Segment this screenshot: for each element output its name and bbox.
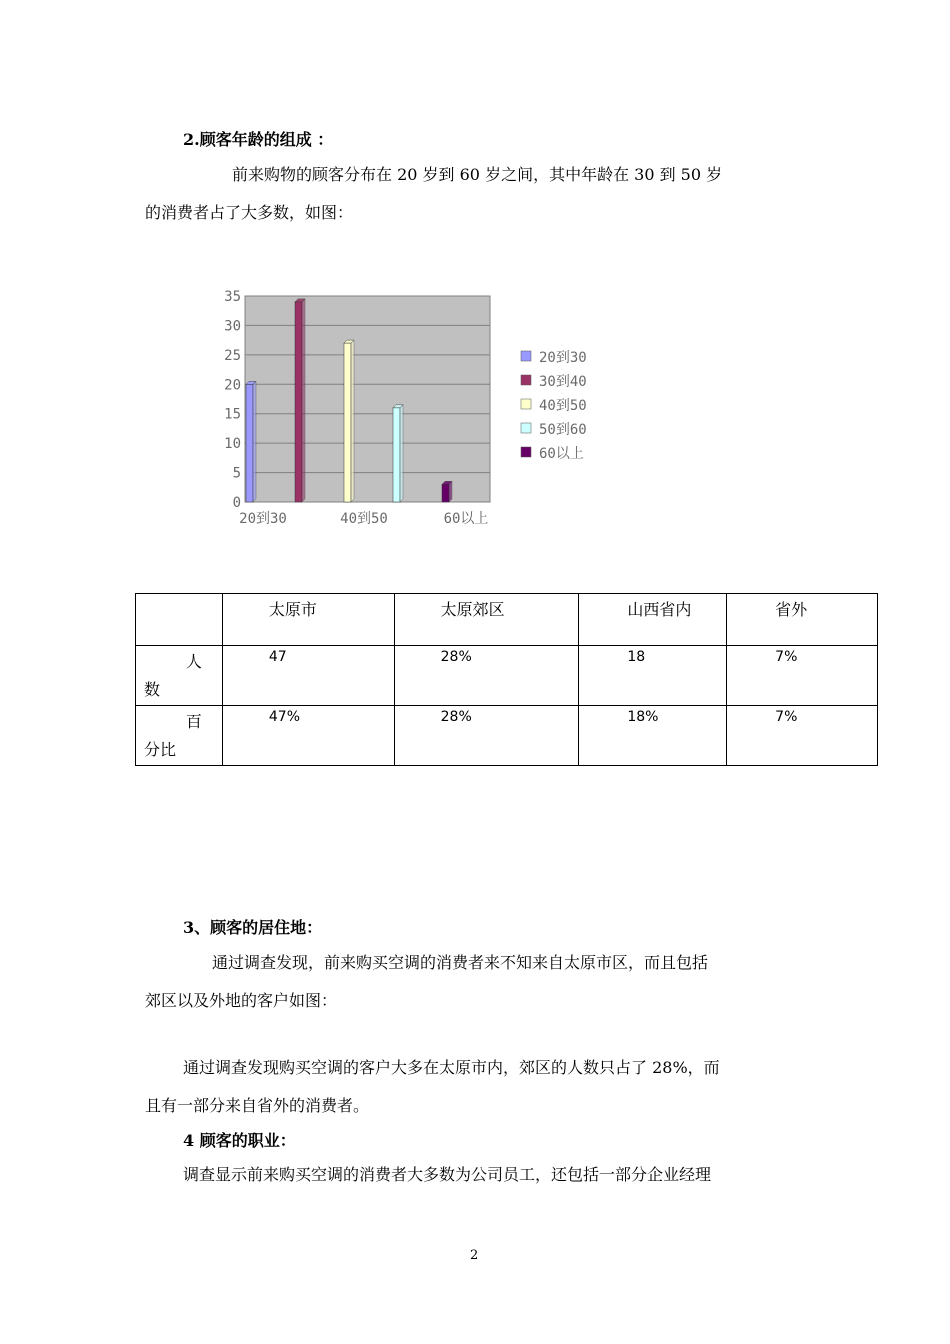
table-cell: 7%	[727, 646, 878, 706]
chart-bar-front	[246, 384, 253, 502]
section-3-paragraph-line-4: 且有一部分来自省外的消费者。	[145, 1096, 370, 1115]
chart-bar-front	[442, 484, 449, 502]
chart-bar-front	[344, 343, 351, 502]
section-4-heading: 4 顾客的职业：	[183, 1131, 296, 1150]
chart-legend-item	[521, 446, 584, 462]
section-3-heading: 3、顾客的居住地：	[183, 918, 323, 937]
chart-legend-label: 40到50	[539, 398, 587, 414]
chart-y-tick-label: 5	[232, 465, 241, 482]
table-header-row	[136, 594, 878, 646]
chart-bar-front	[393, 408, 400, 502]
chart-bar	[442, 481, 452, 502]
table-header-empty	[136, 594, 223, 646]
chart-legend-swatch	[521, 399, 531, 409]
table-cell: 18	[579, 646, 727, 706]
chart-legend-item	[521, 374, 587, 390]
table-cell: 47	[222, 646, 394, 706]
table-header-cell: 太原郊区	[394, 594, 579, 646]
chart-y-tick-label: 0	[232, 495, 241, 511]
section-3-paragraph-line-3: 通过调查发现购买空调的客户大多在太原市内，郊区的人数只占了 28%，而	[183, 1058, 720, 1077]
chart-y-tick-label: 15	[224, 406, 241, 423]
chart-bar-side	[253, 381, 256, 502]
chart-legend-label: 20到30	[539, 350, 587, 366]
table-cell: 28%	[394, 646, 579, 706]
table-row-label: 百 分比	[136, 706, 223, 766]
table-cell: 18%	[579, 706, 727, 766]
chart-x-tick-label: 60以上	[443, 511, 489, 527]
chart-plot-area	[245, 296, 490, 502]
section-4-paragraph-line-1: 调查显示前来购买空调的消费者大多数为公司员工，还包括一部分企业经理	[183, 1165, 712, 1184]
chart-legend	[521, 350, 587, 462]
chart-x-tick-label: 40到50	[340, 511, 388, 527]
chart-legend-item	[521, 398, 587, 414]
chart-y-tick-label: 25	[224, 347, 241, 364]
chart-bar	[246, 381, 256, 502]
chart-bar	[295, 299, 305, 502]
chart-x-tick-label: 20到30	[239, 511, 287, 527]
page-number: 2	[470, 1248, 479, 1263]
section-2-heading: 2.顾客年龄的组成 ：	[183, 130, 334, 149]
section-2-paragraph-line-1: 前来购物的顾客分布在 20 岁到 60 岁之间，其中年龄在 30 到 50 岁	[232, 165, 723, 184]
table-cell: 7%	[727, 706, 878, 766]
chart-legend-item	[521, 422, 587, 438]
chart-legend-label: 30到40	[539, 374, 587, 390]
chart-legend-item	[521, 350, 587, 366]
chart-legend-label: 50到60	[539, 422, 587, 438]
section-3-paragraph-line-2: 郊区以及外地的客户如图：	[145, 991, 338, 1010]
chart-bar-front	[295, 302, 302, 502]
chart-bar-side	[400, 405, 403, 502]
chart-bar-side	[302, 299, 305, 502]
chart-bar-side	[351, 340, 354, 502]
chart-y-tick-label: 10	[224, 436, 241, 453]
residence-table	[135, 593, 878, 766]
age-distribution-chart	[205, 285, 605, 530]
table-row	[136, 646, 878, 706]
table-cell: 28%	[394, 706, 579, 766]
chart-y-tick-label: 30	[224, 318, 241, 335]
table-header-cell: 省外	[727, 594, 878, 646]
chart-legend-swatch	[521, 375, 531, 385]
table-row	[136, 706, 878, 766]
section-2-paragraph-line-2: 的消费者占了大多数，如图：	[145, 203, 354, 222]
table-row-label: 人 数	[136, 646, 223, 706]
table-header-cell: 太原市	[222, 594, 394, 646]
chart-legend-swatch	[521, 447, 531, 457]
chart-y-tick-label: 35	[224, 289, 241, 305]
section-3-paragraph-line-1: 通过调查发现，前来购买空调的消费者来不知来自太原市区，而且包括	[212, 953, 709, 972]
chart-bar	[344, 340, 354, 502]
chart-legend-swatch	[521, 351, 531, 361]
table-header-cell: 山西省内	[579, 594, 727, 646]
chart-legend-label: 60以上	[539, 446, 584, 462]
chart-legend-swatch	[521, 423, 531, 433]
chart-y-tick-labels	[224, 289, 241, 511]
chart-y-tick-label: 20	[224, 377, 241, 394]
chart-bar	[393, 405, 403, 502]
chart-bar-side	[449, 481, 452, 502]
chart-x-tick-labels	[239, 511, 488, 527]
table-cell: 47%	[222, 706, 394, 766]
